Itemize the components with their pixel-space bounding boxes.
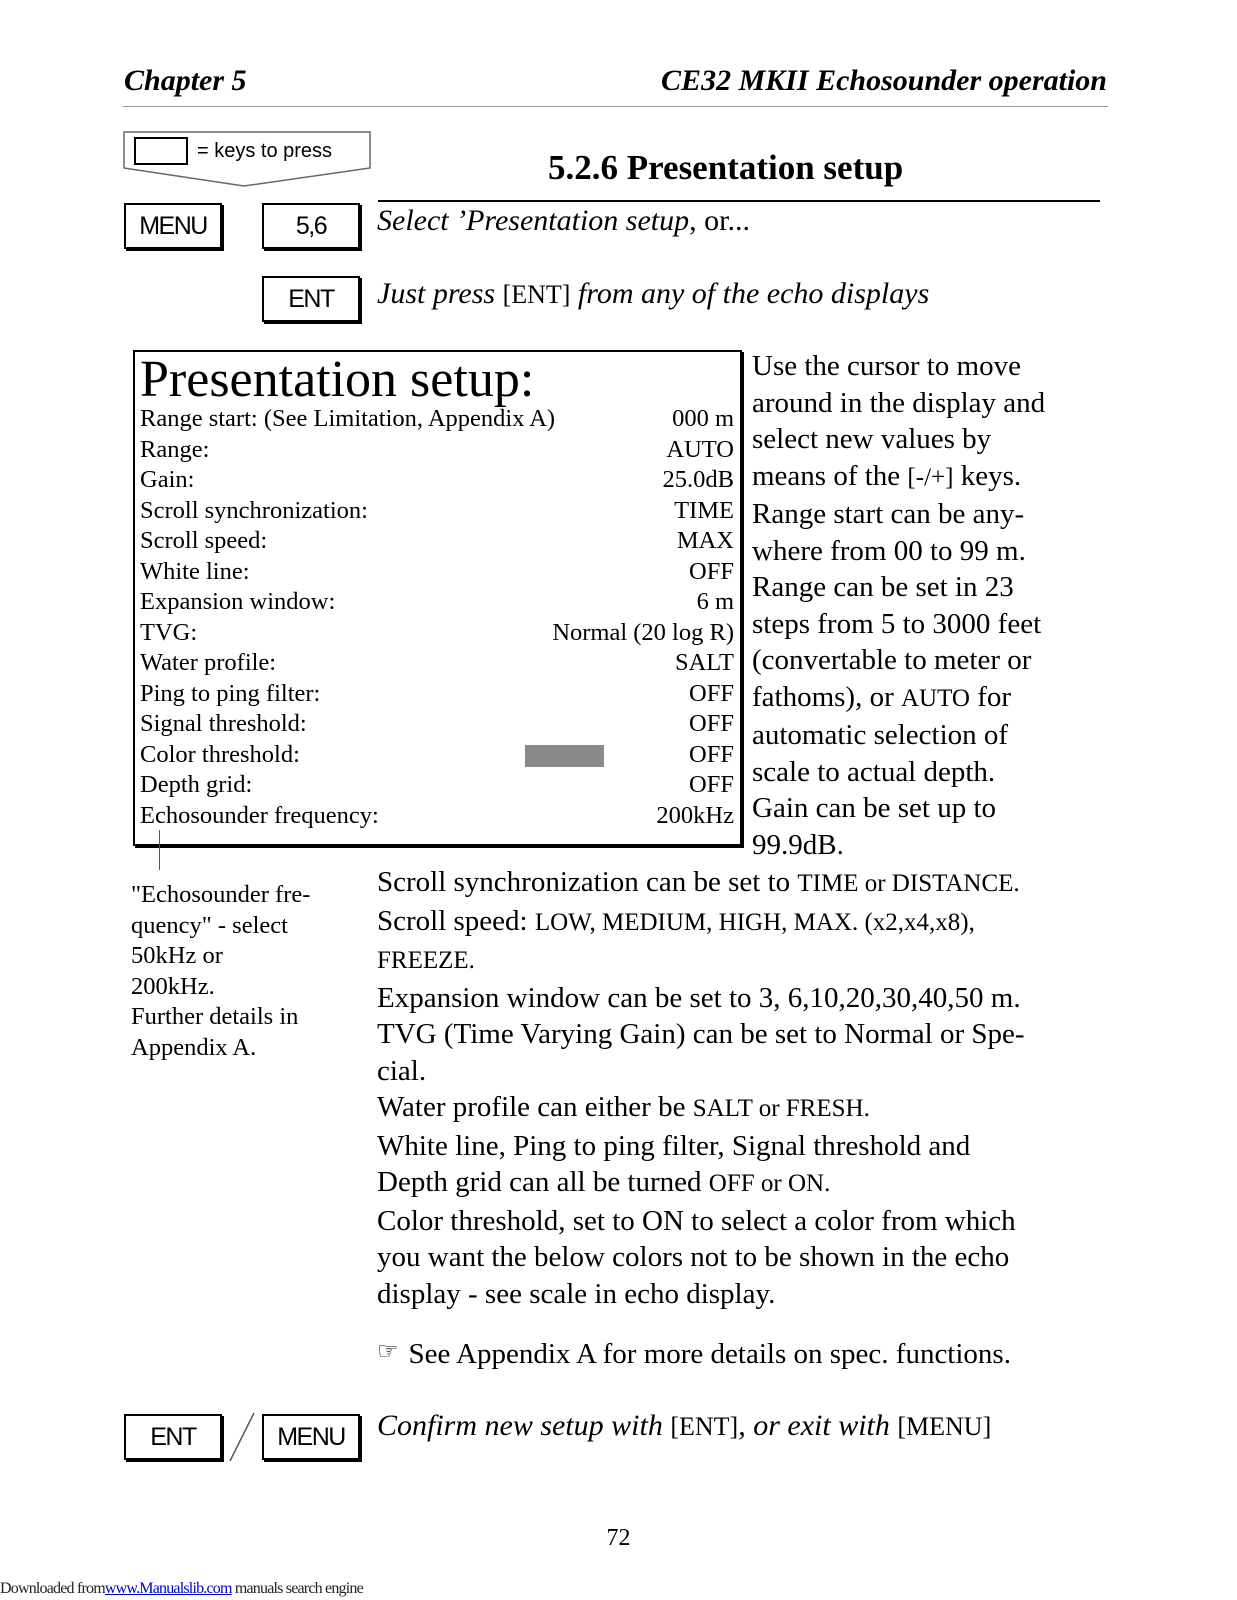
setting-value: SALT [674,649,734,676]
menu-exit-key: MENU [262,1414,360,1460]
manualslib-link[interactable]: www.Manualslib.com [104,1580,232,1597]
menu-key: MENU [124,203,222,249]
setting-label: Range: [140,435,210,463]
setting-value: 200kHz [656,801,734,829]
body-options: LOW, MEDIUM, HIGH, MAX. (x2,x4,x8), [534,908,975,936]
setting-row-range [140,436,734,466]
note-line: "Echosounder fre- [131,881,311,908]
setting-label: Scroll synchronization: [140,496,368,524]
setting-row-water-profile [140,649,734,679]
setting-label: Scroll speed: [140,527,268,554]
side-key: [-/+] [907,463,954,491]
body-line: display - see scale in echo display. [377,1277,776,1310]
body-text: Scroll speed: [377,904,528,937]
note-line: Appendix A. [131,1033,257,1061]
body-line [377,941,1107,980]
header-rule [123,106,1108,107]
side-text: fathoms), or [752,680,894,713]
appendix-note [377,1338,1011,1371]
body-options: SALT or FRESH. [692,1095,870,1122]
download-footer [0,1580,363,1598]
setting-row-scroll-speed [140,527,734,557]
footer-suffix: manuals search engine [231,1580,363,1597]
setting-value: 6 m [696,588,734,615]
side-line: around in the display and [752,386,1046,419]
body-description [377,864,1107,1312]
setting-label: Depth grid: [140,771,253,798]
legend-text: = keys to press [197,140,333,162]
setting-value: Normal (20 log R) [552,618,734,646]
setting-row-signal-threshold [140,710,734,740]
chapter-title: CE32 MKII Echosounder operation [661,64,1107,97]
ent-key: ENT [262,276,360,322]
instruction-or: , or... [689,204,750,237]
note-line: quency" - select [131,911,288,939]
confirm-instruction [377,1409,991,1443]
side-line: automatic selection of [752,719,1009,751]
side-line: Range can be set in 23 [752,571,1014,603]
confirm-key-ent: [ENT] [670,1412,739,1441]
setting-row-ping-filter [140,680,734,710]
setting-row-echosounder-frequency [140,802,734,832]
instruction-ent-key: [ENT] [502,280,571,309]
setting-row-tvg [140,619,734,649]
note-line: Further details in [131,1003,299,1030]
setting-row-range-start [140,405,734,435]
footer-prefix: Downloaded from [0,1580,105,1597]
side-option: AUTO [901,684,970,712]
side-line [752,458,1112,497]
body-text: Depth grid can all be turned [377,1166,702,1198]
setting-label: Ping to ping filter: [140,679,321,707]
body-line: cial. [377,1054,427,1087]
page-number: 72 [606,1525,631,1551]
body-line [377,864,1107,903]
setting-row-color-threshold [140,741,734,771]
setting-value: OFF [689,679,734,707]
setting-label: Color threshold: [140,740,300,768]
setting-row-depth-grid [140,771,734,801]
body-line: Color threshold, set to ON to select a color from which [377,1204,1016,1237]
setting-value: OFF [689,771,734,798]
side-line: select new values by [752,423,992,455]
setting-label: Expansion window: [140,588,336,615]
key-separator-slash [228,1411,256,1463]
note-line: 200kHz. [131,972,215,1000]
setting-value: AUTO [666,435,734,463]
side-line: (convertable to meter or [752,644,1032,676]
item-5-6-key: 5,6 [262,203,360,249]
setting-row-gain [140,466,734,496]
setting-label: TVG: [140,618,198,646]
display-title: Presentation setup: [140,351,535,408]
body-line [377,1164,1107,1203]
side-text: keys. [960,459,1022,492]
setting-value: OFF [689,740,734,768]
setting-value: OFF [689,557,734,585]
confirm-text-b: , or exit with [738,1409,890,1442]
setting-row-white-line [140,558,734,588]
section-title: 5.2.6 Presentation setup [548,148,904,187]
body-text: Scroll synchronization can be set to [377,866,791,898]
ent-confirm-key: ENT [124,1414,222,1460]
confirm-text-a: Confirm new setup with [377,1409,663,1442]
setting-label: Range start: (See Limitation, Appendix A) [140,405,556,432]
body-line: Expansion window can be set to 3, 6,10,20,30,40,50 m. [377,981,1021,1014]
instruction-ent-a: Just press [377,277,496,310]
frequency-note-connector [159,830,160,870]
hand-pointing-icon: ☞ [377,1339,399,1365]
chapter-label: Chapter 5 [124,64,247,97]
body-line [377,903,1107,942]
setting-value: 25.0dB [662,466,734,493]
section-rule [378,200,1100,202]
instruction-select [377,204,750,238]
appendix-note-text: See Appendix A for more details on spec. functions. [408,1338,1011,1370]
setting-value: OFF [689,710,734,737]
body-line [377,1089,1107,1128]
body-options: OFF or ON. [708,1170,831,1197]
confirm-key-menu: [MENU] [897,1412,992,1441]
setting-label: Signal threshold: [140,710,307,737]
side-text: for [977,680,1012,713]
side-line: where from 00 to 99 m. [752,534,1026,567]
side-description [752,348,1112,863]
side-line: scale to actual depth. [752,755,996,788]
instruction-ent-b: from any of the echo displays [577,277,930,310]
instruction-select-text: Select ’Presentation setup [377,204,690,237]
side-line: 99.9dB. [752,828,844,861]
body-line: you want the below colors not to be shown in the echo [377,1241,1010,1273]
body-options: TIME or DISTANCE. [797,870,1020,897]
frequency-note [131,880,361,1063]
legend-key-sample [135,138,187,164]
side-line: steps from 5 to 3000 feet [752,607,1042,640]
body-options: FREEZE. [377,947,475,974]
side-line: Use the cursor to move [752,350,1021,382]
side-text: means of the [752,459,901,492]
setting-value: TIME [674,496,734,524]
side-line: Gain can be set up to [752,792,997,824]
setting-row-expansion-window [140,588,734,618]
setting-row-scroll-sync [140,497,734,527]
setting-value: 000 m [672,405,734,432]
body-line: TVG (Time Varying Gain) can be set to Normal or Spe- [377,1018,1025,1050]
side-line [752,679,1112,718]
side-line: Range start can be any- [752,498,1025,530]
instruction-ent [377,277,929,311]
setting-label: White line: [140,557,250,585]
setting-label: Gain: [140,466,195,493]
setting-value: MAX [676,527,734,554]
setting-label: Water profile: [140,649,277,676]
body-line: White line, Ping to ping filter, Signal threshold and [377,1129,971,1162]
body-text: Water profile can either be [377,1091,686,1123]
setting-label: Echosounder frequency: [140,801,379,829]
color-threshold-swatch [525,745,604,767]
note-line: 50kHz or [131,942,223,969]
